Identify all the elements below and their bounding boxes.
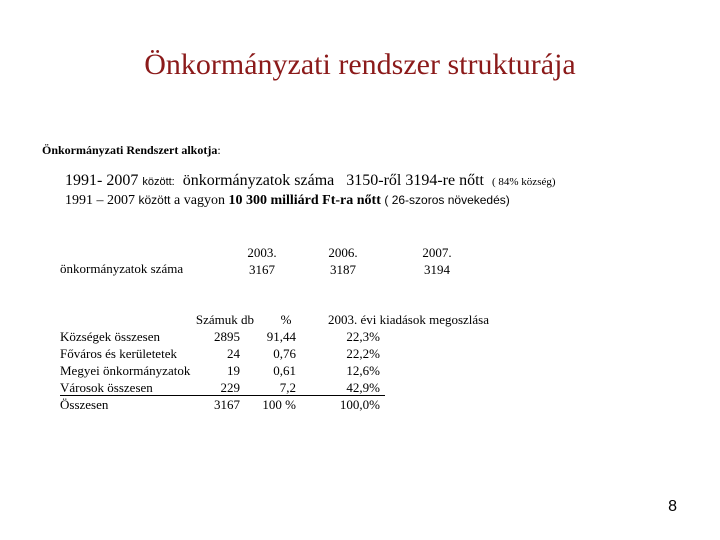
line1-between: között: — [142, 176, 175, 188]
intro-label: Önkormányzati Rendszert alkotja — [42, 143, 218, 157]
intro-heading — [42, 143, 221, 158]
line2-subject: a vagyon — [174, 193, 225, 208]
year-label: 2003. — [247, 245, 277, 260]
row-count: 24 — [227, 346, 240, 361]
row-spending: 42,9% — [346, 380, 380, 395]
municipality-growth-line — [65, 172, 556, 190]
row-percent: 91,44 — [266, 329, 296, 344]
line2-between: között — [138, 193, 171, 207]
table-row — [60, 379, 380, 397]
year-value: 3167 — [249, 262, 275, 277]
row-name: Megyei önkormányzatok — [60, 363, 191, 378]
row-percent: 0,76 — [273, 346, 296, 361]
year-label: 2006. — [328, 245, 358, 260]
line1-subject: önkormányzatok száma — [182, 172, 335, 189]
line2-note: ( 26-szoros növekedés) — [384, 193, 510, 207]
page-number: 8 — [668, 498, 677, 515]
row-percent: 0,61 — [273, 363, 296, 378]
row-spending: 22,3% — [346, 329, 380, 344]
year-value: 3194 — [424, 262, 450, 277]
line1-note: ( 84% község) — [491, 176, 556, 188]
row-count: 229 — [220, 380, 240, 395]
slide-title: Önkormányzati rendszer strukturája — [144, 48, 576, 81]
row-count: 3167 — [214, 397, 240, 412]
header-count: Számuk db — [195, 312, 254, 327]
header-spending: 2003. évi kiadások megoszlása — [328, 312, 490, 327]
row-percent: 7,2 — [279, 380, 296, 395]
line1-change: 3150-ről 3194-re nőtt — [346, 172, 484, 189]
row-name: Főváros és kerületetek — [60, 346, 177, 361]
intro-colon: : — [217, 143, 221, 157]
row-spending: 22,2% — [346, 346, 380, 361]
row-name: Községek összesen — [60, 329, 160, 344]
row-count: 19 — [227, 363, 240, 378]
year-column-2003 — [232, 244, 292, 278]
row-spending: 12,6% — [346, 363, 380, 378]
line2-change: 10 300 milliárd Ft-ra nőtt — [228, 193, 381, 208]
row-name: Összesen — [60, 397, 109, 412]
row-name: Városok összesen — [60, 380, 153, 395]
header-percent: % — [280, 312, 292, 327]
assets-growth-line — [65, 193, 510, 209]
line2-years: 1991 – 2007 — [65, 193, 135, 208]
row-spending: 100,0% — [339, 397, 380, 412]
year-column-2006 — [313, 244, 373, 278]
counts-row-label: önkormányzatok száma — [60, 261, 184, 276]
year-label: 2007. — [422, 245, 452, 260]
year-value: 3187 — [330, 262, 356, 277]
row-count: 2895 — [214, 329, 240, 344]
row-percent: 100 % — [262, 397, 296, 412]
year-column-2007 — [407, 244, 467, 278]
line1-years: 1991- 2007 — [65, 172, 139, 189]
